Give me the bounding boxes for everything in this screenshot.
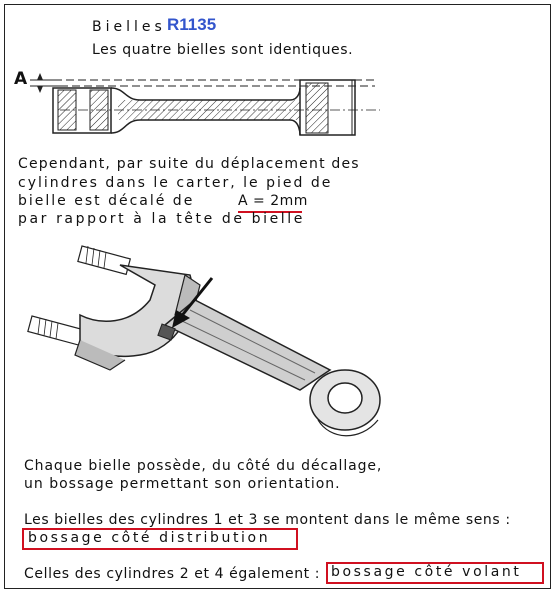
para1-line4: par rapport à la tête de bielle <box>18 211 305 227</box>
dimension-label-a: A <box>14 69 28 89</box>
reference-code: R1135 <box>167 15 217 34</box>
connecting-rod-illustration <box>0 230 557 460</box>
offset-value: A = 2mm <box>238 193 308 209</box>
para3-text: Les bielles des cylindres 1 et 3 se montent dans le même sens : <box>24 512 511 528</box>
para2-line1: Chaque bielle possède, du côté du décallage, <box>24 458 383 474</box>
para1-line2: cylindres dans le carter, le pied de <box>18 175 333 191</box>
para1-line3: bielle est décalé de <box>18 193 195 209</box>
intro-text: Les quatre bielles sont identiques. <box>92 42 354 58</box>
para4-text: Celles des cylindres 2 et 4 également : <box>24 566 321 582</box>
title-word: Bielles <box>92 19 166 35</box>
para1-line1: Cependant, par suite du déplacement des <box>18 156 360 172</box>
boxed-text-volant: bossage côté volant <box>331 564 522 580</box>
boxed-text-distribution: bossage côté distribution <box>28 530 271 546</box>
para2-line2: un bossage permettant son orientation. <box>24 476 341 492</box>
